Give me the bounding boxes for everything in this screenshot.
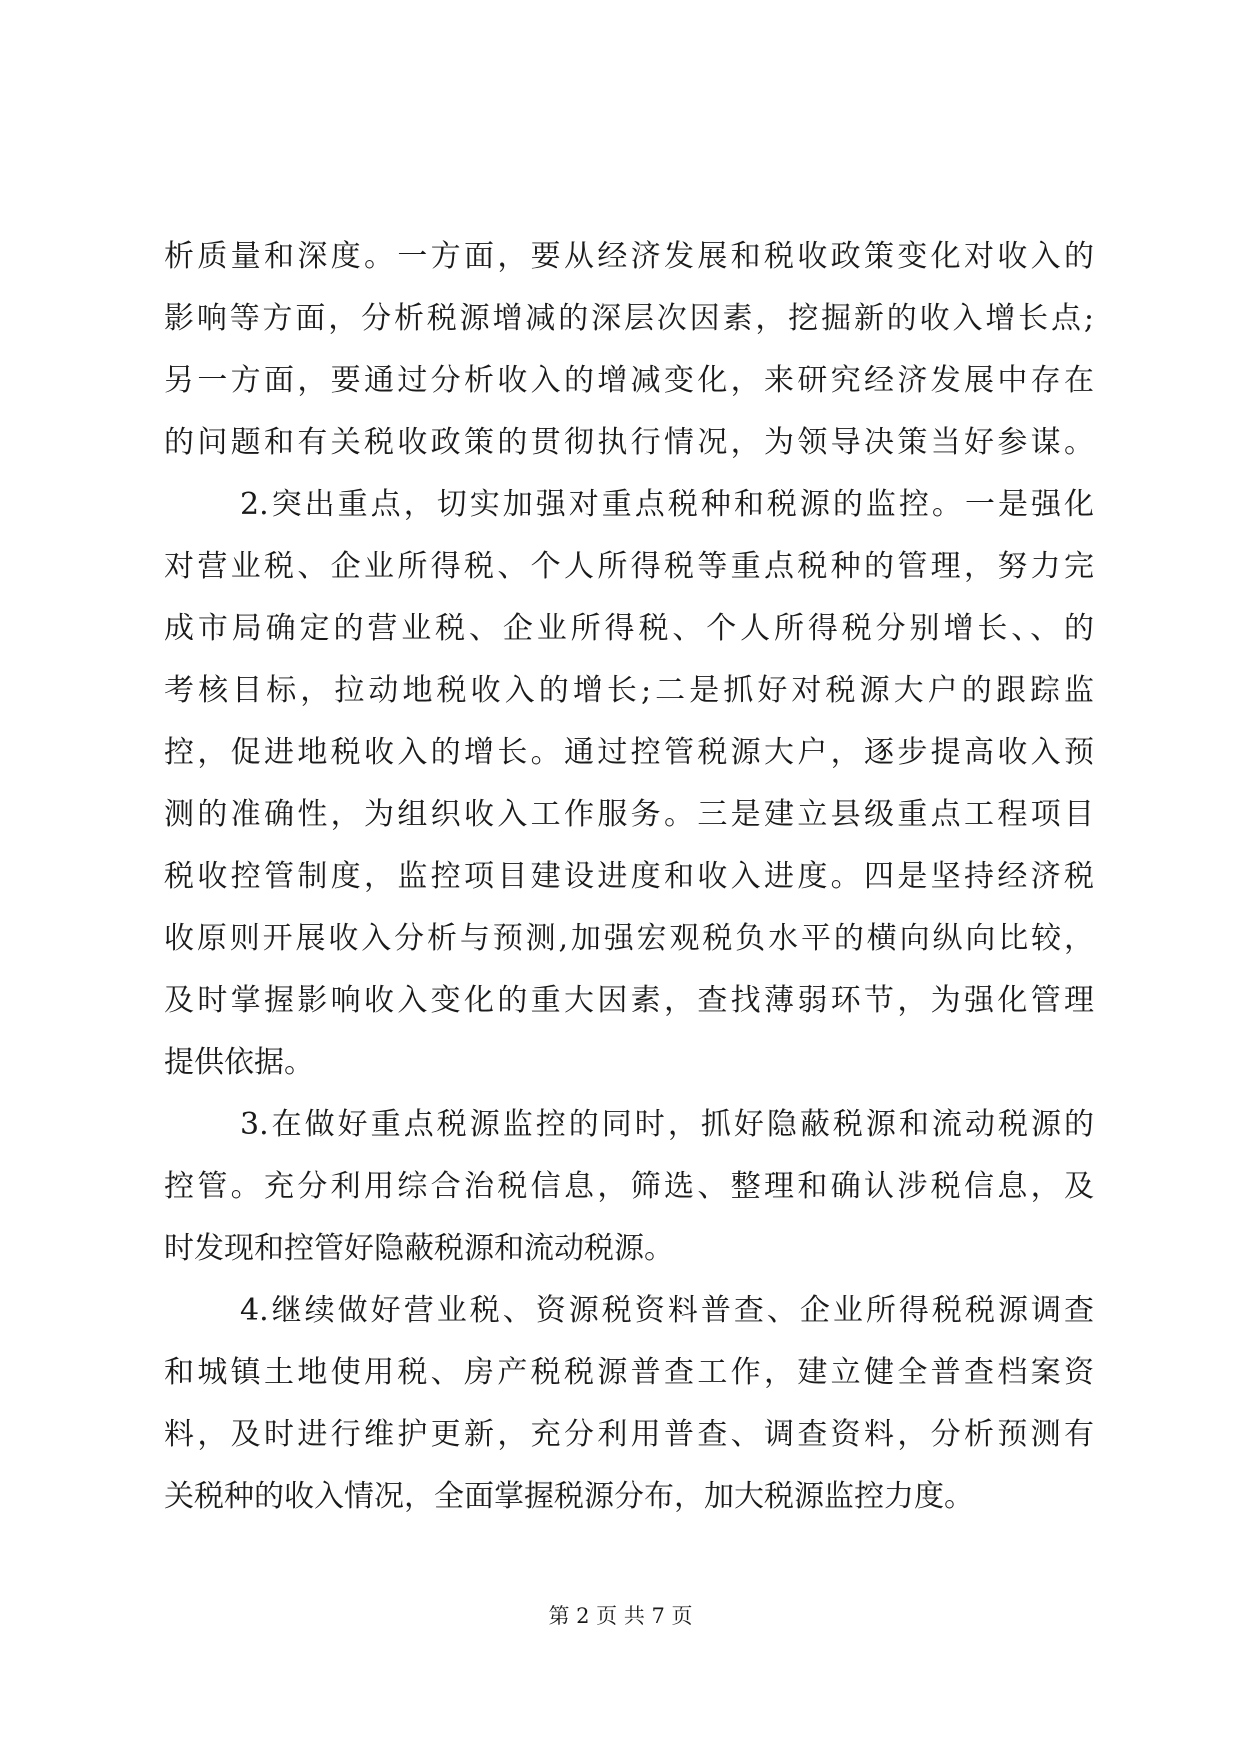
text-line: 考核目标，拉动地税收入的增长;二是抓好对税源大户的跟踪监 [164, 673, 1094, 708]
text-line: 和城镇土地使用税、房产税税源普查工作，建立健全普查档案资 [164, 1355, 1094, 1390]
text-line: 收原则开展收入分析与预测,加强宏观税负水平的横向纵向比较， [164, 921, 1094, 956]
text-line: 的问题和有关税收政策的贯彻执行情况，为领导决策当好参谋。 [164, 425, 1094, 460]
text-line: 时发现和控管好隐蔽税源和流动税源。 [164, 1231, 674, 1266]
text-line: 关税种的收入情况，全面掌握税源分布，加大税源监控力度。 [164, 1479, 974, 1514]
text-line: 测的准确性，为组织收入工作服务。三是建立县级重点工程项目 [164, 797, 1094, 832]
text-line: 提供依据。 [164, 1045, 314, 1080]
text-line: 控管。充分利用综合治税信息，筛选、整理和确认涉税信息，及 [164, 1169, 1094, 1204]
page-footer: 第 2 页 共 7 页 [548, 1604, 693, 1628]
text-line: 3.在做好重点税源监控的同时，抓好隐蔽税源和流动税源的 [240, 1107, 1094, 1142]
text-line: 对营业税、企业所得税、个人所得税等重点税种的管理，努力完 [164, 549, 1094, 584]
text-line: 影响等方面，分析税源增减的深层次因素，挖掘新的收入增长点; [164, 301, 1094, 336]
text-line: 另一方面，要通过分析收入的增减变化，来研究经济发展中存在 [164, 363, 1094, 398]
text-line: 4.继续做好营业税、资源税资料普查、企业所得税税源调查 [240, 1293, 1094, 1328]
body-text [164, 226, 1094, 1528]
text-line: 料，及时进行维护更新，充分利用普查、调查资料，分析预测有 [164, 1417, 1094, 1452]
text-line: 成市局确定的营业税、企业所得税、个人所得税分别增长、、的 [164, 611, 1094, 646]
text-line: 税收控管制度，监控项目建设进度和收入进度。四是坚持经济税 [164, 859, 1094, 894]
text-line: 控，促进地税收入的增长。通过控管税源大户，逐步提高收入预 [164, 735, 1094, 770]
text-line: 2.突出重点，切实加强对重点税种和税源的监控。一是强化 [240, 487, 1094, 522]
text-line: 及时掌握影响收入变化的重大因素，查找薄弱环节，为强化管理 [164, 983, 1094, 1018]
text-line: 析质量和深度。一方面，要从经济发展和税收政策变化对收入的 [164, 239, 1094, 274]
